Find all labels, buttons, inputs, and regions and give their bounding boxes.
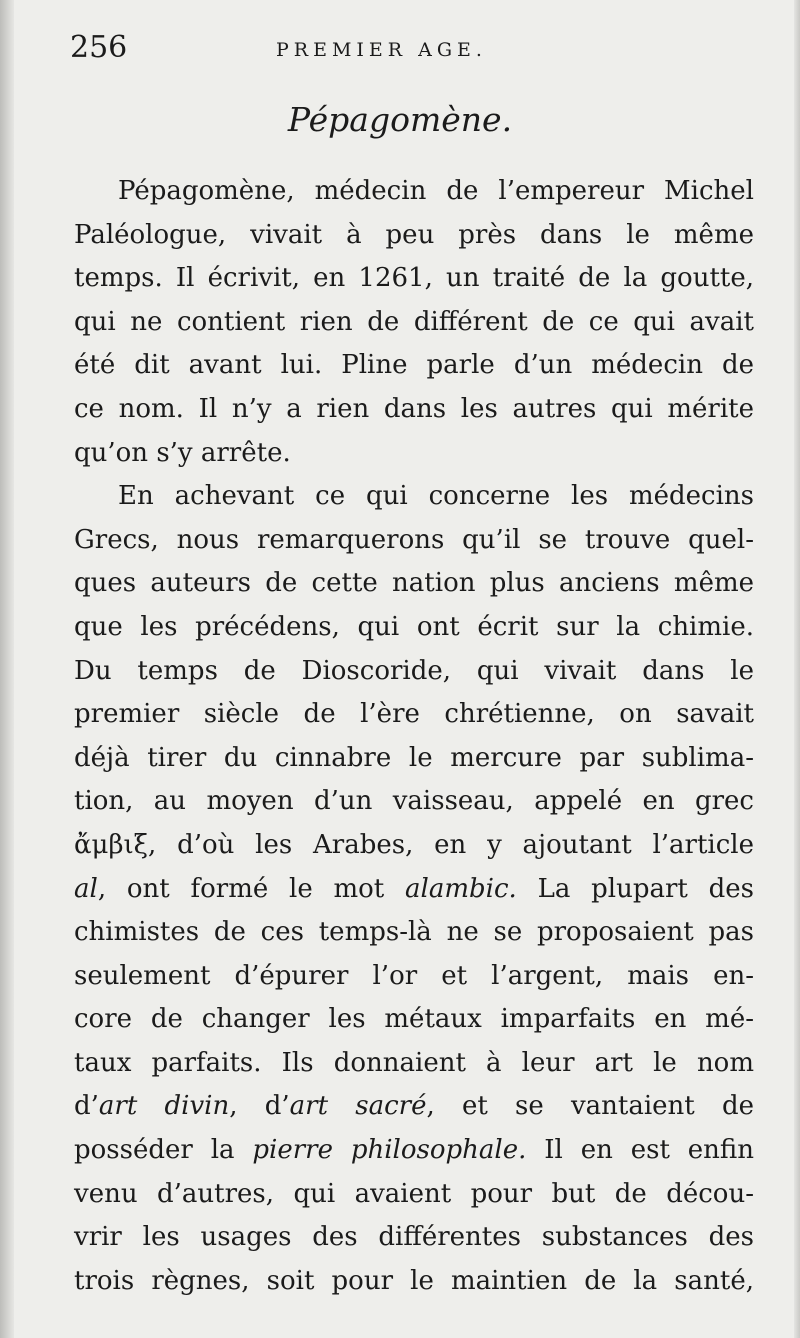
text-line: trois règnes, soit pour le maintien de la santé, xyxy=(74,1265,754,1296)
page-number: 256 xyxy=(70,30,128,65)
text-line: Du temps de Dioscoride, qui vivait dans le xyxy=(74,655,754,686)
italic-term: pierre philosophale. xyxy=(252,1135,527,1166)
text-line: En achevant ce qui concerne les médecins xyxy=(118,481,754,512)
text-line: premier siècle de l’ère chrétienne, on savait xyxy=(74,699,754,730)
text-run: d’ xyxy=(264,1091,290,1122)
text-line: venu d’autres, qui avaient pour but de décou- xyxy=(74,1178,754,1209)
text-run: Il en est enfin xyxy=(526,1135,754,1166)
text-line xyxy=(74,824,754,868)
italic-term: al xyxy=(74,873,98,904)
page-edge xyxy=(794,0,800,1338)
text-run: La plupart des xyxy=(516,873,754,904)
body-text xyxy=(74,170,754,1303)
text-line: qui ne contient rien de différent de ce qui avait xyxy=(74,306,754,337)
text-line: Pépagomène, médecin de l’empereur Michel xyxy=(118,176,754,206)
italic-term: alambic. xyxy=(405,873,517,904)
page-header xyxy=(70,28,745,68)
text-line: taux parfaits. Ils donnaient à leur art le nom xyxy=(74,1047,754,1078)
text-run: , d’où les Arabes, en y ajoutant l’article xyxy=(148,829,754,860)
text-line: temps. Il écrivit, en 1261, un traité de la goutte, xyxy=(74,263,754,294)
italic-term: art sacré xyxy=(289,1091,427,1122)
chapter-title: Pépagomène. xyxy=(287,100,513,139)
text-run: , ont formé le mot xyxy=(97,873,406,904)
page-gutter xyxy=(0,0,14,1338)
text-run: posséder la xyxy=(74,1135,253,1166)
text-line: ques auteurs de cette nation plus anciens même xyxy=(74,568,754,599)
greek-word: ἄμβιξ xyxy=(74,829,149,860)
text-line: que les précédens, qui ont écrit sur la chimie. xyxy=(74,611,754,642)
text-line xyxy=(74,868,754,912)
text-line: vrir les usages des différentes substances des xyxy=(74,1222,754,1253)
text-run: d’ xyxy=(74,1091,99,1122)
text-line: core de changer les métaux imparfaits en mé- xyxy=(74,1004,754,1035)
text-line: Grecs, nous remarquerons qu’il se trouve quel- xyxy=(74,524,754,555)
text-line: ce nom. Il n’y a rien dans les autres qui mérite xyxy=(74,393,754,424)
text-line: tion, au moyen d’un vaisseau, appelé en grec xyxy=(74,786,754,817)
text-line: Paléologue, vivait à peu près dans le même xyxy=(74,219,754,250)
text-line: qu’on s’y arrête. xyxy=(74,437,291,468)
text-run: , xyxy=(229,1091,265,1122)
text-line: seulement d’épurer l’or et l’argent, mais en- xyxy=(74,960,754,991)
text-line: été dit avant lui. Pline parle d’un médecin de xyxy=(74,350,754,381)
italic-term: art divin xyxy=(98,1091,230,1122)
text-line: déjà tirer du cinnabre le mercure par sublima- xyxy=(74,742,754,773)
text-line xyxy=(74,1085,754,1129)
text-line: chimistes de ces temps-là ne se proposaient pas xyxy=(74,917,754,948)
text-run: , et se vantaient de xyxy=(426,1091,755,1122)
text-line xyxy=(74,1129,754,1173)
running-head: PREMIER AGE. xyxy=(276,39,487,61)
